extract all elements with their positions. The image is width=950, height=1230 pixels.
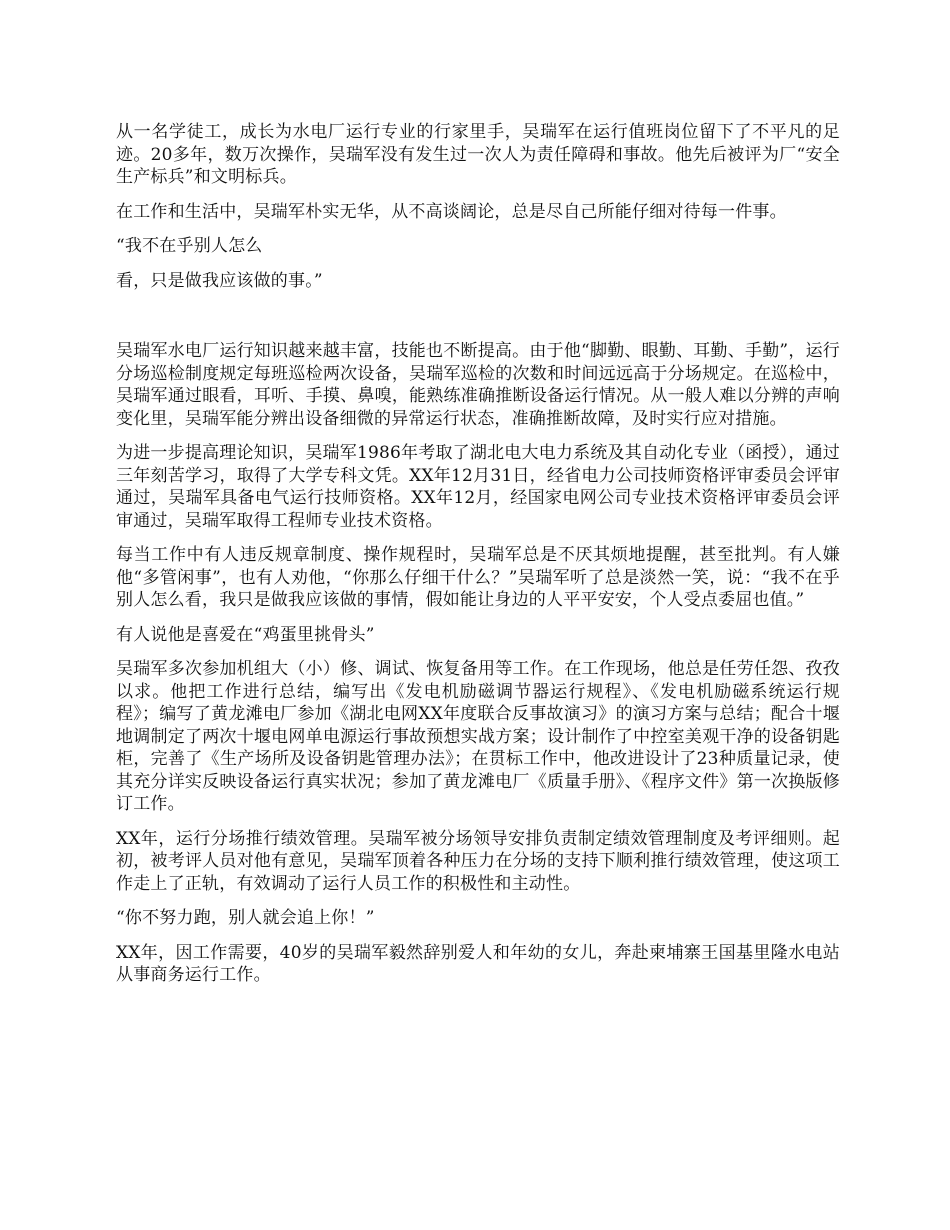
quote-heading-eggs: 有人说他是喜爱在“鸡蛋里挑骨头”	[116, 624, 375, 645]
paragraph-cambodia: XX年，因工作需要，40岁的吴瑞军毅然辞别爱人和年幼的女儿，奔赴柬埔寨王国基里隆水电站从事商务运行工作。	[116, 942, 840, 985]
quote-heading-part2: 看，只是做我应该做的事。”	[116, 270, 323, 291]
paragraph-regulations: 每当工作中有人违反规章制度、操作规程时，吴瑞军总是不厌其烦地提醒，甚至批判。有人嫌他“多管闲事”，也有人劝他，“你那么仔细干什么？”吴瑞军听了总是淡然一笑，说：“我不在乎别人怎么看，我只是做我应该做的事情，假如能让身边的人平平安安，个人受点委屈也值。”	[116, 545, 840, 610]
paragraph-maintenance: 吴瑞军多次参加机组大（小）修、调试、恢复备用等工作。在工作现场，他总是任劳任怨、孜孜以求。他把工作进行总结，编写出《发电机励磁调节器运行规程》、《发电机励磁系统运行规程》；编写了黄龙滩电厂参加《湖北电网XX年度联合反事故演习》的演习方案与总结；配合十堰地调制定了两次十堰电网单电源运行事故预想实战方案；设计制作了中控室美观干净的设备钥匙柜，完善了《生产场所及设备钥匙管理办法》；在贯标工作中，他改进设计了23种质量记录，使其充分详实反映设备运行真实状况；参加了黄龙滩电厂《质量手册》、《程序文件》第一次换版修订工作。	[116, 659, 840, 814]
quote-heading-run: “你不努力跑，别人就会追上你！”	[116, 908, 375, 928]
paragraph-intro: 从一名学徒工，成长为水电厂运行专业的行家里手，吴瑞军在运行值班岗位留下了不平凡的足迹。20多年，数万次操作，吴瑞军没有发生过一次人为责任障碍和事故。他先后被评为厂“安全生产标兵”和文明标兵。	[116, 122, 840, 187]
document-body	[116, 121, 840, 999]
paragraph-education: 为进一步提高理论知识，吴瑞军1986年考取了湖北电大电力系统及其自动化专业（函授），通过三年刻苦学习，取得了大学专科文凭。XX年12月31日，经省电力公司技师资格评审委员会评审通过，吴瑞军具备电气运行技师资格。XX年12月，经国家电网公司专业技术资格评审委员会评审通过，吴瑞军取得工程师专业技术资格。	[116, 443, 840, 531]
quote-heading-part1: “我不在乎别人怎么	[116, 236, 263, 256]
paragraph-inspection: 吴瑞军水电厂运行知识越来越丰富，技能也不断提高。由于他“脚勤、眼勤、耳勤、手勤”，运行分场巡检制度规定每班巡检两次设备，吴瑞军巡检的次数和时间远远高于分场规定。在巡检中，吴瑞军通过眼看，耳听、手摸、鼻嗅，能熟练准确推断设备运行情况。从一般人难以分辨的声响变化里，吴瑞军能分辨出设备细微的异常运行状态，准确推断故障，及时实行应对措施。	[116, 341, 840, 429]
paragraph-performance: XX年，运行分场推行绩效管理。吴瑞军被分场领导安排负责制定绩效管理制度及考评细则。起初，被考评人员对他有意见，吴瑞军顶着各种压力在分场的支持下顺利推行绩效管理，使这项工作走上了正轨，有效调动了运行人员工作的积极性和主动性。	[116, 828, 840, 894]
paragraph-character: 在工作和生活中，吴瑞军朴实无华，从不高谈阔论，总是尽自己所能仔细对待每一件事。	[116, 201, 787, 222]
